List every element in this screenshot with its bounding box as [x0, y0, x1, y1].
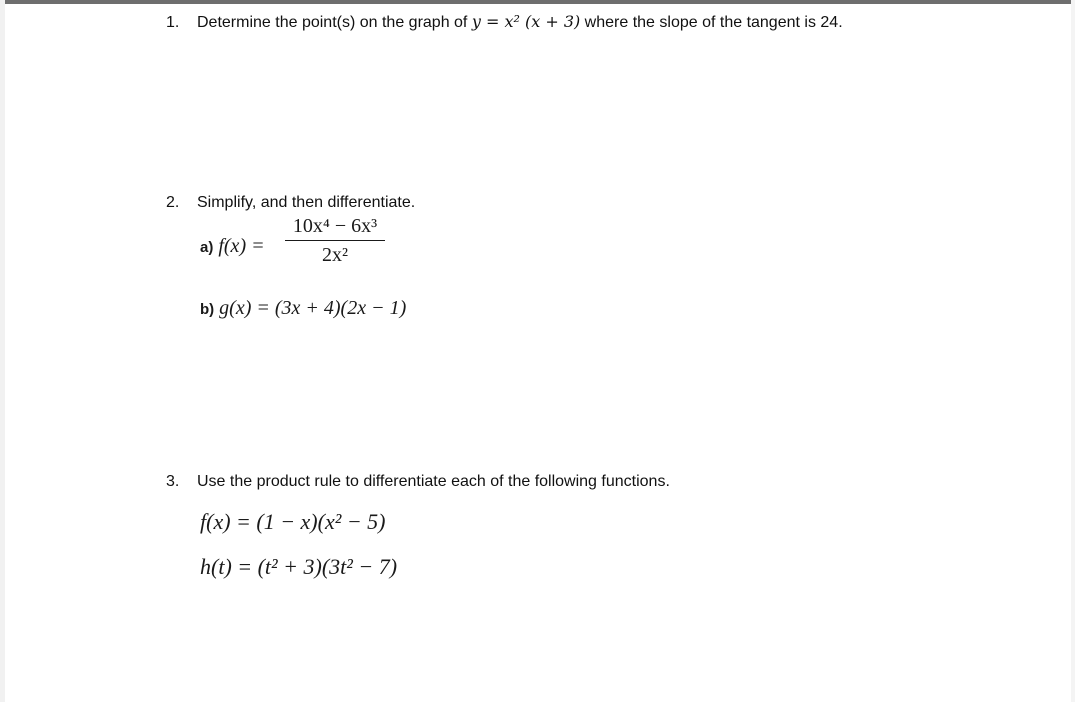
right-margin — [1071, 0, 1075, 702]
question-2b — [200, 296, 406, 322]
question-2a-lhs: f(x) = — [218, 235, 265, 257]
question-2a-denominator: 2x² — [322, 244, 348, 266]
question-3-h-expression: h(t) = (t² + 3)(3t² − 7) — [200, 554, 398, 579]
question-2a-label: a) — [200, 239, 214, 256]
left-margin — [0, 0, 5, 702]
question-1-text-before: Determine the point(s) on the graph of — [197, 14, 472, 31]
question-2b-label: b) — [200, 301, 215, 318]
question-3-text: Use the product rule to differentiate each of the following functions. — [197, 473, 670, 490]
question-1-number: 1. — [166, 14, 180, 31]
top-border — [0, 0, 1075, 4]
question-2-number: 2. — [166, 194, 180, 211]
question-2b-expression: g(x) = (3x + 4)(2x − 1) — [219, 297, 407, 319]
question-3 — [166, 472, 670, 492]
question-2 — [166, 193, 415, 213]
question-3-f-expression: f(x) = (1 − x)(x² − 5) — [200, 509, 386, 534]
question-2a-fraction — [285, 214, 385, 267]
question-2a-numerator: 10x⁴ − 6x³ — [292, 215, 378, 237]
question-3-function-h — [200, 555, 397, 579]
question-3-function-f — [200, 510, 386, 534]
question-1-text-after: where the slope of the tangent is 24. — [580, 14, 843, 31]
fraction-bar — [285, 240, 385, 241]
question-1 — [166, 12, 843, 33]
question-1-equation: y = x² (x + 3) — [471, 12, 581, 31]
question-2-text: Simplify, and then differentiate. — [197, 194, 416, 211]
question-3-number: 3. — [166, 473, 180, 490]
question-2a — [200, 234, 265, 260]
